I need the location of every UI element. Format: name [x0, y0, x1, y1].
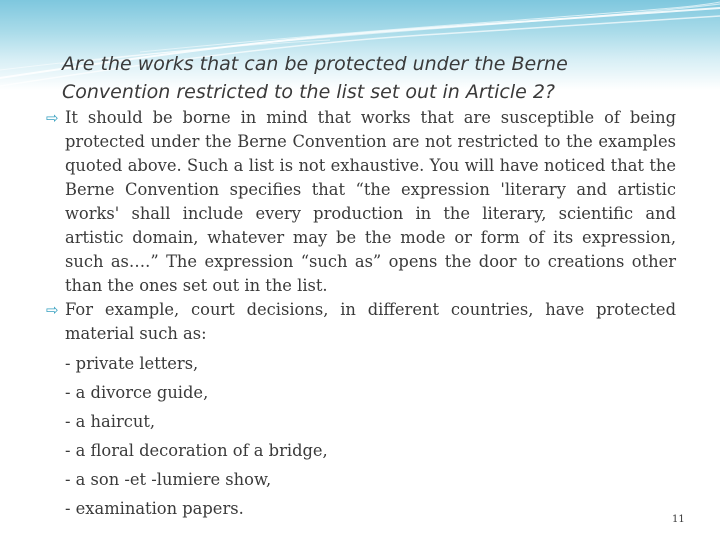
list-item: - a haircut, — [65, 412, 156, 431]
list-item: - a divorce guide, — [65, 383, 209, 402]
list-item: - a floral decoration of a bridge, — [65, 441, 328, 460]
slide-body — [48, 106, 676, 523]
hollow-arrow-bullet-icon: ⇨ — [46, 301, 59, 319]
list-item: - examination papers. — [65, 499, 244, 518]
page-number: 11 — [672, 514, 685, 525]
bullet-paragraph-2 — [48, 298, 676, 346]
example-list — [48, 349, 676, 523]
bullet-paragraph-1 — [48, 106, 676, 298]
slide-title — [62, 50, 702, 106]
bullet-text-1: It should be borne in mind that works that are susceptible of being protected under the Berne Convention are not restricted to the examples quoted above. Such a list is not exhaustive. You will have noticed that the Berne Convention specifies that “the expression 'literary and artistic works' shall include every production in the literary, scientific and artistic domain, whatever may be the mode or form of its expression, such as….” The expression “such as” opens the door to creations other than the ones set out in the list. — [65, 108, 676, 295]
list-item: - private letters, — [65, 354, 199, 373]
slide-title-line1: Are the works that can be protected under the Berne — [62, 53, 568, 75]
slide-title-line2: Convention restricted to the list set out in Article 2? — [62, 81, 556, 103]
bullet-text-2: For example, court decisions, in different countries, have protected material such as: — [65, 300, 676, 343]
hollow-arrow-bullet-icon: ⇨ — [46, 109, 59, 127]
list-item: - a son -et -lumiere show, — [65, 470, 272, 489]
